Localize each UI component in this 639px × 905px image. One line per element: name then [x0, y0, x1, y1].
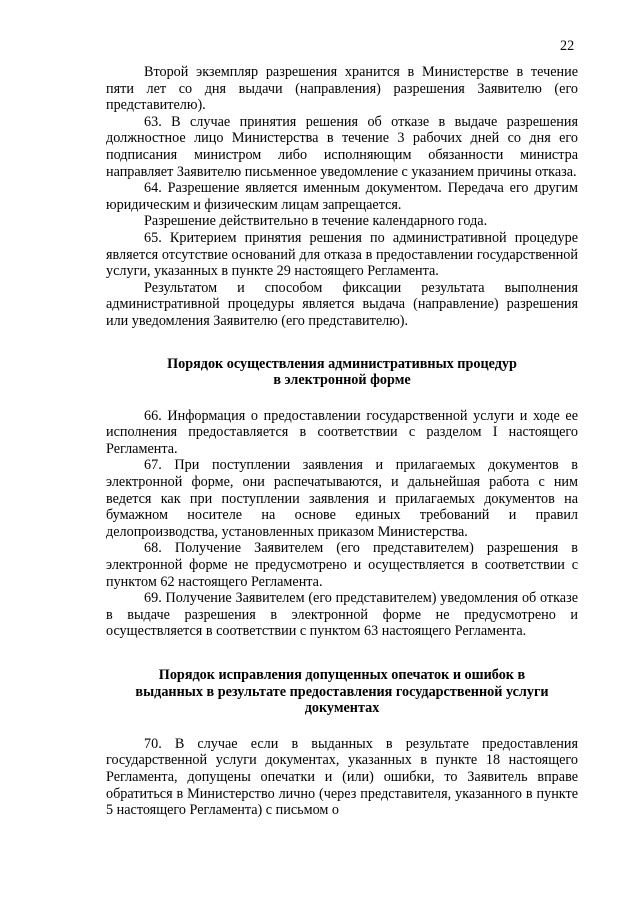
section-heading-line: документах — [304, 700, 380, 717]
paragraph-67: 67. При поступлении заявления и прилагаемых документов в электронной форме, они распечатываются, и дальнейшая работа с ним ведется как при поступлении заявления и прилагаемых документов на бумажном носителе на основе единых требований и правил делопроизводства, установленных приказом Министерства. — [106, 457, 578, 540]
document-body — [106, 64, 578, 819]
paragraph-validity: Разрешение действительно в течение календарного года. — [144, 213, 488, 230]
paragraph-second-copy: Второй экземпляр разрешения хранится в Министерстве в течение пяти лет со дня выдачи (направления) разрешения Заявителю (его представителю). — [106, 64, 578, 114]
paragraph-63: 63. В случае принятия решения об отказе в выдаче разрешения должностное лицо Министерства в течение 3 рабочих дней со дня его подписания министром либо исполняющим обязанности министра направляет Заявителю письменное уведомление с указанием причины отказа. — [106, 113, 578, 180]
paragraph-result: Результатом и способом фиксации результата выполнения административной процедуры является выдача (направление) разрешения или уведомления Заявителю (его представителю). — [106, 279, 578, 329]
paragraph-64: 64. Разрешение является именным документом. Передача его другим юридическим и физическим лицам запрещается. — [106, 180, 578, 213]
section-heading-line: Порядок исправления допущенных опечаток и ошибок в — [158, 667, 526, 683]
paragraph-68: 68. Получение Заявителем (его представителем) разрешения в электронной форме не предусмотрено и осуществляется в соответствии с пунктом 62 настоящего Регламента. — [106, 540, 578, 590]
page-number: 22 — [560, 38, 575, 54]
section-heading-corrections — [106, 667, 578, 717]
paragraph-69: 69. Получение Заявителем (его представителем) уведомления об отказе в выдаче разрешения в электронной форме не предусмотрено и осуществляется в соответствии с пунктом 63 настоящего Регламента. — [106, 590, 578, 640]
paragraph-70: 70. В случае если в выданных в результате предоставления государственной услуги документах, указанных в пункте 18 настоящего Регламента, допущены опечатки и (или) ошибки, то Заявитель вправе обратиться в Министерство лично (через представителя, указанного в пункте 5 настоящего Регламента) с письмом о — [106, 735, 578, 819]
section-heading-line: выданных в результате предоставления государственной услуги — [135, 683, 549, 700]
section-heading-electronic — [106, 356, 578, 389]
paragraph-65: 65. Критерием принятия решения по административной процедуре является отсутствие оснований для отказа в предоставлении государственной услуги, указанных в пункте 29 настоящего Регламента. — [106, 229, 578, 280]
section-heading-line: в электронной форме — [273, 372, 411, 389]
section-heading-line: Порядок осуществления административных процедур — [167, 355, 517, 372]
paragraph-66: 66. Информация о предоставлении государственной услуги и ходе ее исполнения предоставляется в соответствии с разделом I настоящего Регламента. — [106, 407, 578, 457]
